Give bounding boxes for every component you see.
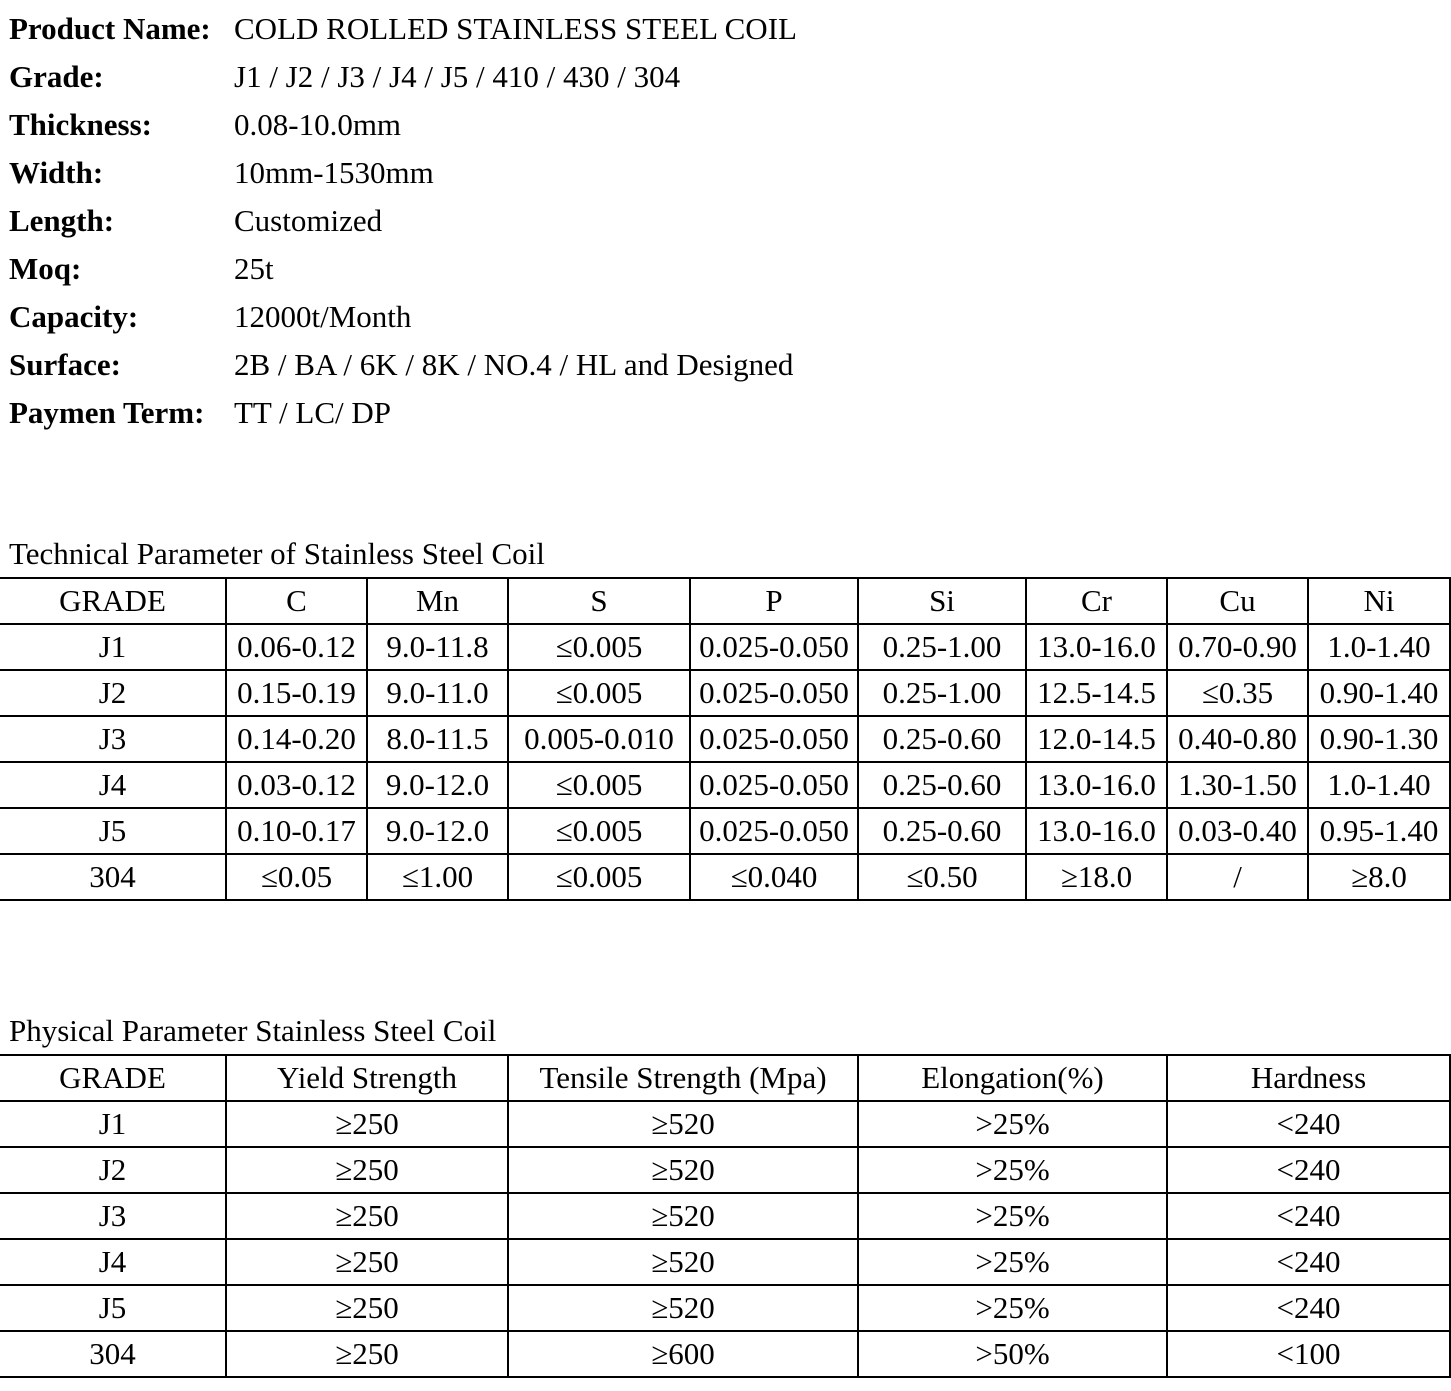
- spec-value: 12000t/Month: [234, 299, 412, 334]
- table-cell: <240: [1167, 1239, 1450, 1285]
- spec-label: Grade:: [9, 59, 104, 94]
- physical-table-caption: Physical Parameter Stainless Steel Coil: [9, 1013, 497, 1048]
- table-cell: 13.0-16.0: [1026, 624, 1167, 670]
- table-row: [0, 1147, 1450, 1193]
- header-cell: Hardness: [1167, 1055, 1450, 1101]
- table-cell: 0.90-1.30: [1308, 716, 1450, 762]
- table-cell: J3: [0, 716, 226, 762]
- table-cell: 13.0-16.0: [1026, 762, 1167, 808]
- table-cell: ≥520: [508, 1147, 858, 1193]
- table-cell: 0.03-0.12: [226, 762, 367, 808]
- header-cell: GRADE: [0, 578, 226, 624]
- table-cell: <240: [1167, 1101, 1450, 1147]
- spec-row-grade: [9, 53, 797, 101]
- table-cell: ≥250: [226, 1239, 508, 1285]
- table-cell: ≥520: [508, 1239, 858, 1285]
- table-row: [0, 670, 1450, 716]
- table-cell: ≥250: [226, 1331, 508, 1377]
- table-row: [0, 1285, 1450, 1331]
- table-cell: <100: [1167, 1331, 1450, 1377]
- table-cell: J2: [0, 670, 226, 716]
- table-cell: 0.10-0.17: [226, 808, 367, 854]
- spec-value: COLD ROLLED STAINLESS STEEL COIL: [234, 11, 797, 46]
- table-row: [0, 1239, 1450, 1285]
- table-cell: ≤0.005: [508, 624, 690, 670]
- table-cell: >25%: [858, 1193, 1167, 1239]
- spec-value: 0.08-10.0mm: [234, 107, 402, 142]
- spec-label: Thickness:: [9, 107, 152, 142]
- table-cell: 0.14-0.20: [226, 716, 367, 762]
- table-cell: <240: [1167, 1147, 1450, 1193]
- table-cell: 0.95-1.40: [1308, 808, 1450, 854]
- table-cell: J5: [0, 1285, 226, 1331]
- table-cell: 0.025-0.050: [690, 808, 858, 854]
- spec-row-width: [9, 149, 797, 197]
- table-cell: 0.25-0.60: [858, 762, 1026, 808]
- table-cell: J5: [0, 808, 226, 854]
- table-cell: J4: [0, 1239, 226, 1285]
- table-cell: >25%: [858, 1101, 1167, 1147]
- table-cell: 0.25-0.60: [858, 808, 1026, 854]
- spec-label: Capacity:: [9, 299, 139, 334]
- header-cell: Elongation(%): [858, 1055, 1167, 1101]
- spec-value: 10mm-1530mm: [234, 155, 434, 190]
- technical-parameter-table: [0, 577, 1451, 901]
- table-cell: ≤0.005: [508, 808, 690, 854]
- table-cell: 1.0-1.40: [1308, 624, 1450, 670]
- table-cell: ≥250: [226, 1101, 508, 1147]
- spec-value: TT / LC/ DP: [234, 395, 392, 430]
- table-cell: ≤1.00: [367, 854, 508, 900]
- table-cell: 9.0-12.0: [367, 762, 508, 808]
- table-cell: 0.25-0.60: [858, 716, 1026, 762]
- table-cell: J4: [0, 762, 226, 808]
- table-cell: ≥520: [508, 1193, 858, 1239]
- table-header-row: [0, 578, 1450, 624]
- table-cell: 13.0-16.0: [1026, 808, 1167, 854]
- table-cell: 0.025-0.050: [690, 670, 858, 716]
- table-cell: ≥600: [508, 1331, 858, 1377]
- spec-value: Customized: [234, 203, 383, 238]
- table-cell: 12.5-14.5: [1026, 670, 1167, 716]
- table-cell: ≤0.040: [690, 854, 858, 900]
- physical-parameter-table: [0, 1054, 1451, 1378]
- header-cell: Ni: [1308, 578, 1450, 624]
- technical-table-caption: Technical Parameter of Stainless Steel Coil: [9, 536, 545, 571]
- table-cell: 0.06-0.12: [226, 624, 367, 670]
- table-cell: ≥8.0: [1308, 854, 1450, 900]
- table-cell: >25%: [858, 1285, 1167, 1331]
- table-cell: ≥250: [226, 1285, 508, 1331]
- table-row: [0, 854, 1450, 900]
- table-cell: ≥18.0: [1026, 854, 1167, 900]
- table-row: [0, 808, 1450, 854]
- spec-label: Length:: [9, 203, 115, 238]
- table-row: [0, 716, 1450, 762]
- table-cell: 0.40-0.80: [1167, 716, 1308, 762]
- table-cell: ≥250: [226, 1147, 508, 1193]
- table-cell: 0.025-0.050: [690, 762, 858, 808]
- table-row: [0, 1193, 1450, 1239]
- spec-value: 2B / BA / 6K / 8K / NO.4 / HL and Designed: [234, 347, 794, 382]
- table-cell: 1.0-1.40: [1308, 762, 1450, 808]
- header-cell: Yield Strength: [226, 1055, 508, 1101]
- table-cell: 8.0-11.5: [367, 716, 508, 762]
- table-row: [0, 1101, 1450, 1147]
- table-cell: /: [1167, 854, 1308, 900]
- table-cell: ≤0.05: [226, 854, 367, 900]
- table-cell: 9.0-11.0: [367, 670, 508, 716]
- header-cell: Si: [858, 578, 1026, 624]
- header-cell: S: [508, 578, 690, 624]
- table-cell: 1.30-1.50: [1167, 762, 1308, 808]
- table-cell: 304: [0, 854, 226, 900]
- header-cell: GRADE: [0, 1055, 226, 1101]
- table-cell: >25%: [858, 1239, 1167, 1285]
- table-cell: 9.0-12.0: [367, 808, 508, 854]
- table-cell: 0.025-0.050: [690, 716, 858, 762]
- header-cell: P: [690, 578, 858, 624]
- table-cell: 304: [0, 1331, 226, 1377]
- spec-list: [9, 5, 797, 437]
- spec-row-thickness: [9, 101, 797, 149]
- spec-value: J1 / J2 / J3 / J4 / J5 / 410 / 430 / 304: [234, 59, 681, 94]
- spec-label: Width:: [9, 155, 104, 190]
- table-cell: ≤0.005: [508, 670, 690, 716]
- spec-row-moq: [9, 245, 797, 293]
- table-cell: 0.025-0.050: [690, 624, 858, 670]
- spec-row-payment-term: [9, 389, 797, 437]
- table-cell: J2: [0, 1147, 226, 1193]
- header-cell: Cu: [1167, 578, 1308, 624]
- table-cell: ≥520: [508, 1101, 858, 1147]
- table-cell: J1: [0, 624, 226, 670]
- header-cell: Tensile Strength (Mpa): [508, 1055, 858, 1101]
- header-cell: Mn: [367, 578, 508, 624]
- spec-label: Moq:: [9, 251, 82, 286]
- table-cell: 0.03-0.40: [1167, 808, 1308, 854]
- spec-value: 25t: [234, 251, 274, 286]
- table-cell: >25%: [858, 1147, 1167, 1193]
- table-cell: ≥250: [226, 1193, 508, 1239]
- table-cell: J1: [0, 1101, 226, 1147]
- table-cell: 12.0-14.5: [1026, 716, 1167, 762]
- table-cell: J3: [0, 1193, 226, 1239]
- table-cell: 0.15-0.19: [226, 670, 367, 716]
- table-row: [0, 1331, 1450, 1377]
- table-row: [0, 624, 1450, 670]
- header-cell: C: [226, 578, 367, 624]
- header-cell: Cr: [1026, 578, 1167, 624]
- table-cell: ≤0.50: [858, 854, 1026, 900]
- table-row: [0, 762, 1450, 808]
- table-cell: 0.70-0.90: [1167, 624, 1308, 670]
- table-cell: ≤0.35: [1167, 670, 1308, 716]
- table-cell: 0.25-1.00: [858, 670, 1026, 716]
- table-cell: 0.90-1.40: [1308, 670, 1450, 716]
- table-cell: 0.005-0.010: [508, 716, 690, 762]
- table-cell: ≥520: [508, 1285, 858, 1331]
- table-cell: <240: [1167, 1285, 1450, 1331]
- table-cell: ≤0.005: [508, 854, 690, 900]
- spec-label: Surface:: [9, 347, 121, 382]
- spec-row-surface: [9, 341, 797, 389]
- table-header-row: [0, 1055, 1450, 1101]
- table-cell: 9.0-11.8: [367, 624, 508, 670]
- spec-row-capacity: [9, 293, 797, 341]
- table-cell: >50%: [858, 1331, 1167, 1377]
- table-cell: 0.25-1.00: [858, 624, 1026, 670]
- spec-row-product-name: [9, 5, 797, 53]
- spec-label: Product Name:: [9, 11, 211, 46]
- spec-row-length: [9, 197, 797, 245]
- table-cell: <240: [1167, 1193, 1450, 1239]
- spec-label: Paymen Term:: [9, 395, 205, 430]
- table-cell: ≤0.005: [508, 762, 690, 808]
